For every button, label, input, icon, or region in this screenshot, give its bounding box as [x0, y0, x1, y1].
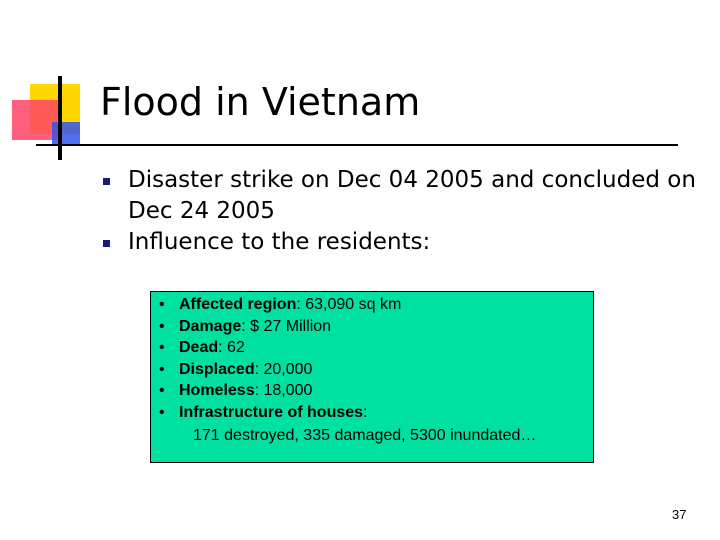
impact-item [159, 337, 589, 359]
impact-label: Damage [179, 317, 242, 335]
impact-label: Displaced [179, 360, 255, 378]
dot-bullet-icon: • [159, 360, 165, 378]
impact-item [159, 316, 589, 338]
dot-bullet-icon: • [159, 403, 165, 421]
impact-label: Dead [179, 339, 219, 356]
impact-list [159, 294, 589, 423]
title-underline [36, 144, 678, 146]
impact-value: : 20,000 [254, 360, 313, 378]
logo-red-square [12, 100, 58, 140]
impact-box [150, 291, 594, 463]
logo-blue-square [52, 122, 80, 144]
impact-value: : [363, 403, 368, 421]
bullet-text: Disaster strike on Dec 04 2005 and concluded on Dec 24 2005 [128, 167, 696, 224]
dot-bullet-icon: • [159, 382, 165, 399]
impact-item [159, 359, 589, 381]
impact-label: Homeless [179, 382, 255, 399]
square-bullet-icon [103, 178, 110, 185]
impact-value: : 18,000 [254, 382, 313, 399]
impact-label: Infrastructure of houses [179, 403, 364, 421]
impact-continuation: 171 destroyed, 335 damaged, 5300 inundated… [193, 427, 537, 444]
dot-bullet-icon: • [159, 317, 165, 335]
impact-item [159, 380, 589, 402]
page-number: 37 [672, 507, 687, 522]
dot-bullet-icon: • [159, 339, 165, 356]
impact-label: Affected region [179, 296, 297, 313]
bullet-item [100, 227, 710, 258]
impact-item [159, 402, 589, 424]
main-bullet-list [100, 165, 710, 258]
logo-vertical-bar [58, 76, 62, 160]
impact-value: : $ 27 Million [241, 317, 332, 335]
impact-value: : 63,090 sq km [296, 296, 402, 313]
square-bullet-icon [103, 240, 110, 247]
dot-bullet-icon: • [159, 296, 165, 313]
impact-item [159, 294, 589, 316]
page-title: Flood in Vietnam [100, 80, 421, 124]
bullet-text: Influence to the residents: [128, 229, 431, 255]
impact-value: : 62 [218, 339, 245, 356]
bullet-item [100, 165, 710, 227]
